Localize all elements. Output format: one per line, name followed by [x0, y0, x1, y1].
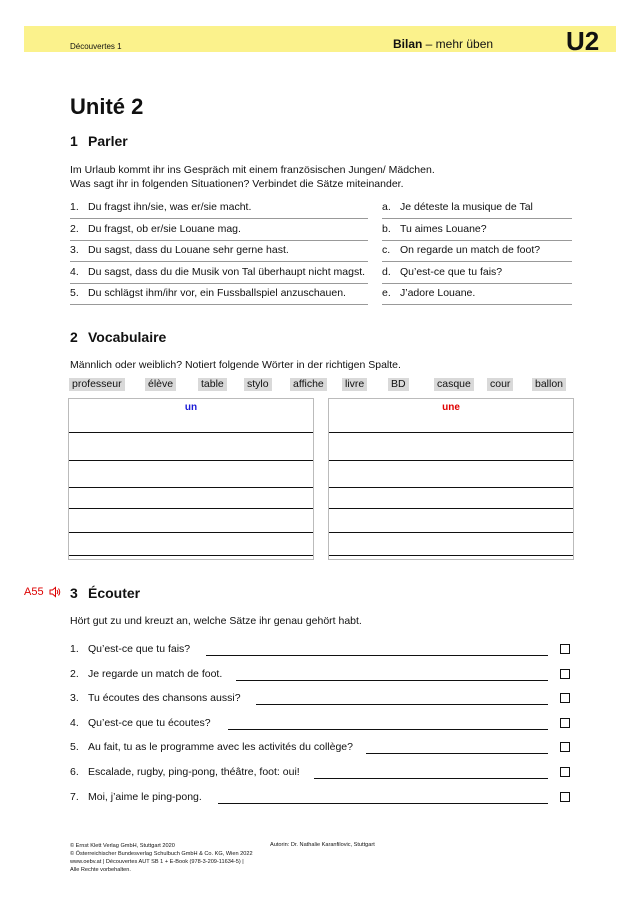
audio-reference: A55	[24, 586, 44, 598]
section-1-instruction	[70, 163, 435, 191]
match-right-item	[382, 284, 572, 305]
bilan-rest: – mehr üben	[422, 37, 494, 51]
speaker-icon[interactable]	[48, 585, 62, 599]
writing-line[interactable]	[329, 508, 573, 509]
item-number: 3.	[70, 692, 79, 705]
writing-line[interactable]	[329, 460, 573, 461]
match-right-item	[382, 241, 572, 262]
section-3-number: 3	[70, 585, 78, 601]
listening-item	[70, 692, 570, 708]
checkbox[interactable]	[560, 644, 570, 654]
match-right-item	[382, 263, 572, 284]
writing-line[interactable]	[69, 432, 313, 433]
item-number: 6.	[70, 766, 79, 778]
answer-line	[228, 729, 548, 730]
word-chip: BD	[388, 378, 409, 391]
match-left-item	[70, 241, 368, 262]
word-chip: stylo	[244, 378, 272, 391]
word-chip: table	[198, 378, 227, 391]
footer-line-2: © Österreichischer Bundesverlag Schulbuch GmbH & Co. KG, Wien 2022	[70, 851, 253, 857]
word-chip: ballon	[532, 378, 566, 391]
item-text: Je regarde un match de foot.	[88, 667, 223, 680]
listening-item	[70, 741, 570, 757]
item-number: 7.	[70, 790, 79, 803]
item-number: 2.	[70, 667, 79, 680]
footer-line-4: Alle Rechte vorbehalten.	[70, 867, 131, 873]
match-left-item	[70, 284, 368, 305]
item-text: Qu’est-ce que tu fais?	[88, 643, 191, 655]
column-un	[68, 398, 314, 560]
writing-line[interactable]	[69, 460, 313, 461]
header-subtitle	[393, 37, 493, 51]
item-text: Qu’est-ce que tu écoutes?	[88, 716, 211, 729]
section-2-instruction: Männlich oder weiblich? Notiert folgende Wörter in der richtigen Spalte.	[70, 359, 401, 371]
writing-line[interactable]	[69, 532, 313, 533]
answer-line	[206, 655, 548, 656]
item-text: Du schlägst ihm/ihr vor, ein Fussballspiel anzuschauen.	[88, 287, 346, 299]
listening-item	[70, 766, 570, 782]
item-text: Moi, j’aime le ping-pong.	[88, 790, 202, 803]
match-right-item	[382, 220, 572, 241]
match-left-item	[70, 220, 368, 241]
checkbox[interactable]	[560, 693, 570, 703]
writing-line[interactable]	[69, 555, 313, 556]
unit-badge: U2	[566, 26, 600, 56]
writing-line[interactable]	[329, 487, 573, 488]
word-chip: affiche	[290, 378, 327, 391]
book-title: Découvertes 1	[70, 42, 122, 51]
item-number: 1.	[70, 643, 79, 655]
checkbox[interactable]	[560, 718, 570, 728]
writing-line[interactable]	[329, 432, 573, 433]
item-text: Du sagst, dass du die Musik von Tal überhaupt nicht magst.	[88, 265, 366, 278]
item-letter: a.	[382, 201, 391, 213]
item-number: 2.	[70, 222, 79, 235]
match-right-item	[382, 198, 572, 219]
item-text: Du sagst, dass du Louane sehr gerne hast.	[88, 244, 289, 256]
item-number: 5.	[70, 741, 79, 754]
section-3-instruction: Hört gut zu und kreuzt an, welche Sätze ihr genau gehört habt.	[70, 615, 362, 627]
listening-item	[70, 791, 570, 807]
answer-line	[218, 803, 548, 804]
listening-item	[70, 668, 570, 684]
listening-item	[70, 643, 570, 659]
bilan-label: Bilan	[393, 37, 423, 51]
item-text: Au fait, tu as le programme avec les activités du collège?	[88, 741, 353, 754]
item-text: On regarde un match de foot?	[400, 244, 541, 256]
answer-line	[256, 704, 548, 705]
word-chip: cour	[487, 378, 513, 391]
item-number: 4.	[70, 716, 79, 729]
item-text: Tu aimes Louane?	[400, 222, 487, 235]
writing-line[interactable]	[69, 508, 313, 509]
item-letter: c.	[382, 244, 391, 256]
word-chip: livre	[342, 378, 367, 391]
item-text: Je déteste la musique de Tal	[400, 201, 533, 213]
item-letter: d.	[382, 265, 391, 278]
answer-line	[314, 778, 548, 779]
item-number: 4.	[70, 265, 79, 278]
answer-line	[236, 680, 548, 681]
match-left-item	[70, 198, 368, 219]
section-1-number: 1	[70, 133, 78, 149]
section-2-number: 2	[70, 329, 78, 345]
item-letter: e.	[382, 287, 391, 299]
item-text: Tu écoutes des chansons aussi?	[88, 692, 241, 705]
column-une-heading: une	[442, 402, 460, 413]
answer-line	[366, 753, 548, 754]
item-number: 3.	[70, 244, 79, 256]
checkbox[interactable]	[560, 742, 570, 752]
footer-copyright	[70, 842, 253, 874]
item-number: 1.	[70, 201, 79, 213]
page-title: Unité 2	[70, 94, 144, 119]
footer-author: Autorin: Dr. Nathalie Karanfilovic, Stuttgart	[270, 842, 375, 848]
section-3-title: Écouter	[88, 585, 141, 601]
word-chip: professeur	[69, 378, 125, 391]
item-text: Escalade, rugby, ping-pong, théâtre, foot: oui!	[88, 766, 300, 778]
column-un-heading: un	[184, 402, 198, 413]
instruction-line-2: Was sagt ihr in folgenden Situationen? Verbindet die Sätze miteinander.	[70, 178, 404, 190]
item-number: 5.	[70, 287, 79, 299]
checkbox[interactable]	[560, 767, 570, 777]
item-text: J’adore Louane.	[400, 287, 476, 299]
writing-line[interactable]	[329, 532, 573, 533]
section-1-heading	[70, 133, 128, 149]
writing-line[interactable]	[69, 487, 313, 488]
checkbox[interactable]	[560, 669, 570, 679]
section-3-heading	[70, 585, 140, 601]
item-text: Du fragst ihn/sie, was er/sie macht.	[88, 201, 252, 213]
footer-line-1: © Ernst Klett Verlag GmbH, Stuttgart 2020	[70, 843, 175, 849]
word-chip: casque	[434, 378, 474, 391]
writing-line[interactable]	[329, 555, 573, 556]
word-chip: élève	[145, 378, 176, 391]
item-text: Du fragst, ob er/sie Louane mag.	[88, 222, 241, 235]
section-1-title: Parler	[88, 133, 128, 149]
checkbox[interactable]	[560, 792, 570, 802]
item-letter: b.	[382, 222, 391, 235]
column-une	[328, 398, 574, 560]
item-text: Qu’est-ce que tu fais?	[400, 265, 503, 278]
footer-line-3: www.oebv.at | Découvertes AUT SB 1 + E-Book (978-3-209-11634-5) |	[70, 859, 244, 865]
section-2-title: Vocabulaire	[88, 329, 167, 345]
section-2-heading	[70, 329, 166, 345]
instruction-line-1: Im Urlaub kommt ihr ins Gespräch mit einem französischen Jungen/ Mädchen.	[70, 164, 435, 176]
match-left-item	[70, 263, 368, 284]
listening-item	[70, 717, 570, 733]
